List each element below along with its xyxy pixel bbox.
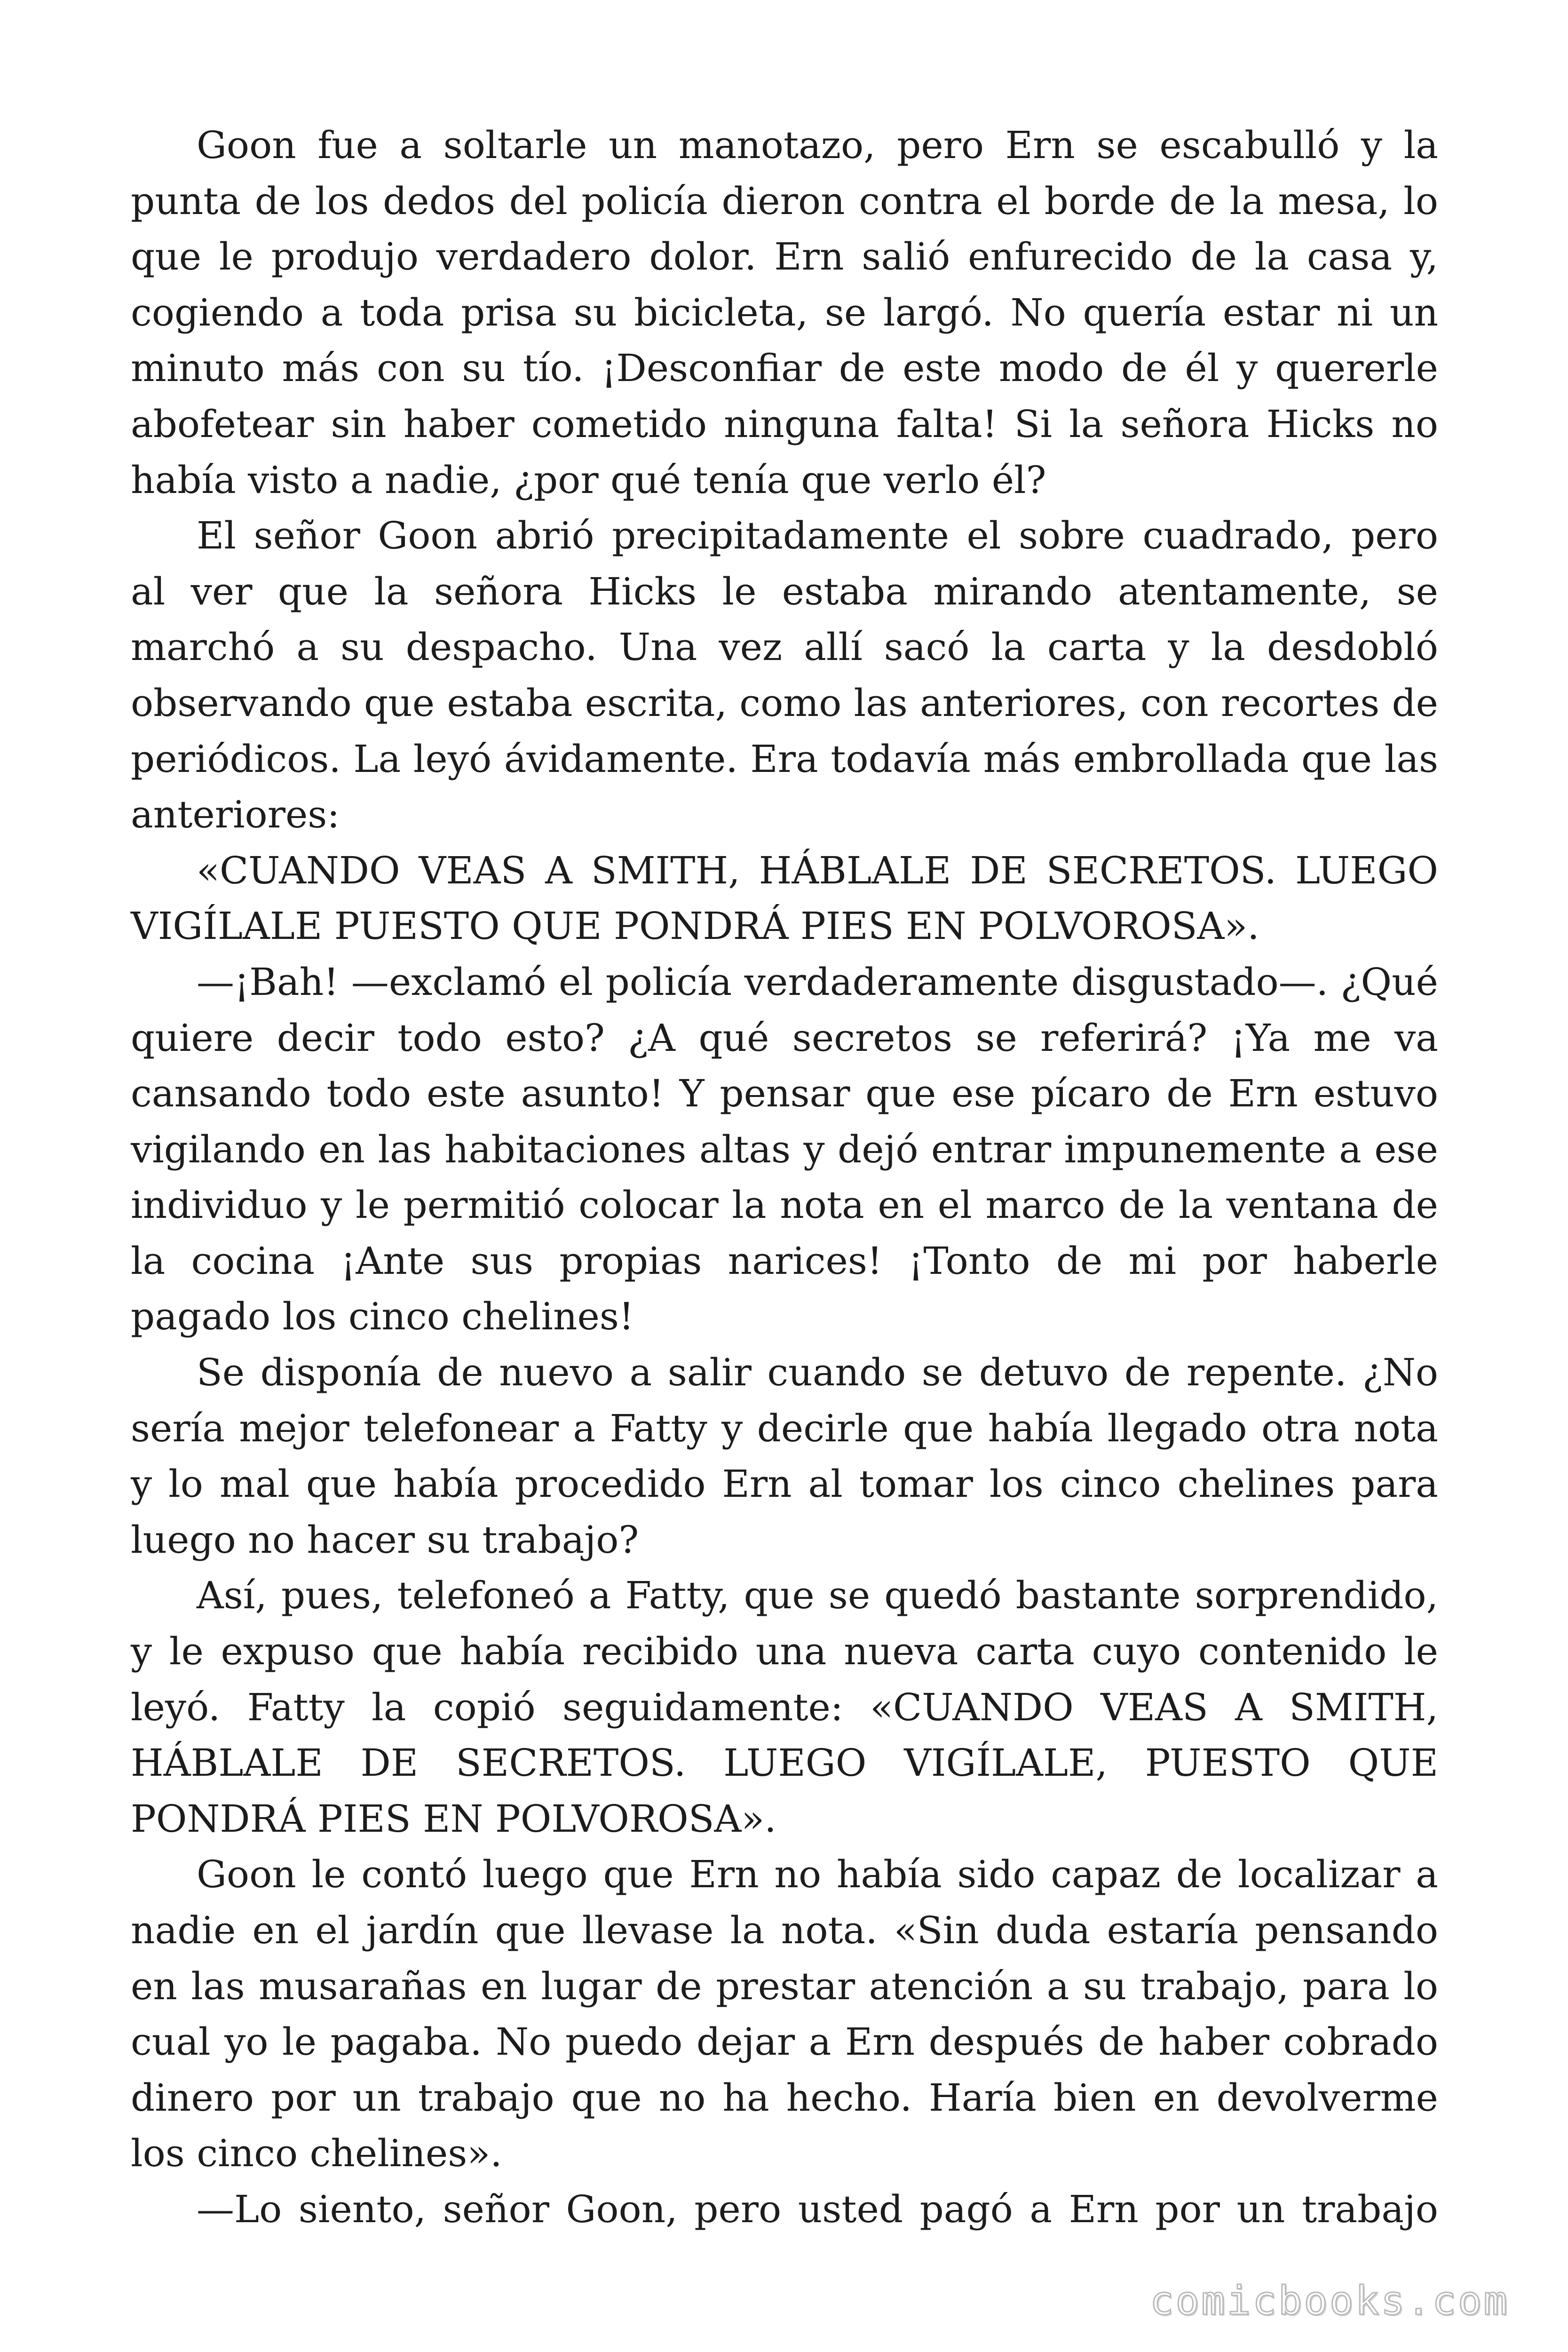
watermark: comicbooks.com <box>1149 2278 1509 2324</box>
paragraph-2: El señor Goon abrió precipitadamente el sobre cuadrado, pero al ver que la señora Hicks le estaba mirando atentamente, se marchó a su despacho. Una vez allí sacó la carta y la desdobló observando que estaba escrita, como las anteriores, con recortes de periódicos. La leyó ávidamente. Era todavía más embrollada que las anteriores: <box>131 514 1438 837</box>
paragraph-1: Goon fue a soltarle un manotazo, pero Ern se escabulló y la punta de los dedos del policía dieron contra el borde de la mesa, lo que le produjo verdadero dolor. Ern salió enfurecido de la casa y, cogiendo a toda prisa su bicicleta, se largó. No quería estar ni un minuto más con su tío. ¡Desconfiar de este modo de él y quererle abofetear sin haber cometido ninguna falta! Si la señora Hicks no había visto a nadie, ¿por qué tenía que verlo él? <box>131 123 1438 502</box>
paragraph-6: Así, pues, telefoneó a Fatty, que se quedó bastante sorprendido, y le expuso que había recibido una nueva carta cuyo contenido le leyó. Fatty la copió seguidamente: «CUANDO VEAS A SMITH, HÁBLALE DE SECRETOS. LUEGO VIGÍLALE, PUESTO QUE PONDRÁ PIES EN POLVOROSA». <box>131 1573 1438 1841</box>
paragraph-4: —¡Bah! —exclamó el policía verdaderamente disgustado—. ¿Qué quiere decir todo esto? ¿A qué secretos se referirá? ¡Ya me va cansando todo este asunto! Y pensar que ese pícaro de Ern estuvo vigilando en las habitaciones altas y dejó entrar impunemente a ese individuo y le permitió colocar la nota en el marco de la ventana de la cocina ¡Ante sus propias narices! ¡Tonto de mi por haberle pagado los cinco chelines! <box>131 960 1438 1339</box>
paragraph-3-quoted-note: «CUANDO VEAS A SMITH, HÁBLALE DE SECRETOS. LUEGO VIGÍLALE PUESTO QUE PONDRÁ PIES EN POLVOROSA». <box>131 848 1438 948</box>
paragraph-7: Goon le contó luego que Ern no había sido capaz de localizar a nadie en el jardín que llevase la nota. «Sin duda estaría pensando en las musarañas en lugar de prestar atención a su trabajo, para lo cual yo le pagaba. No puedo dejar a Ern después de haber cobrado dinero por un trabajo que no ha hecho. Haría bien en devolverme los cinco chelines». <box>131 1852 1438 2176</box>
paragraph-8: —Lo siento, señor Goon, pero usted pagó a Ern por un trabajo <box>197 2187 1438 2231</box>
paragraph-5: Se disponía de nuevo a salir cuando se detuvo de repente. ¿No sería mejor telefonear a Fatty y decirle que había llegado otra nota y lo mal que había procedido Ern al tomar los cinco chelines para luego no hacer su trabajo? <box>131 1351 1438 1562</box>
body-text <box>131 118 1438 2238</box>
